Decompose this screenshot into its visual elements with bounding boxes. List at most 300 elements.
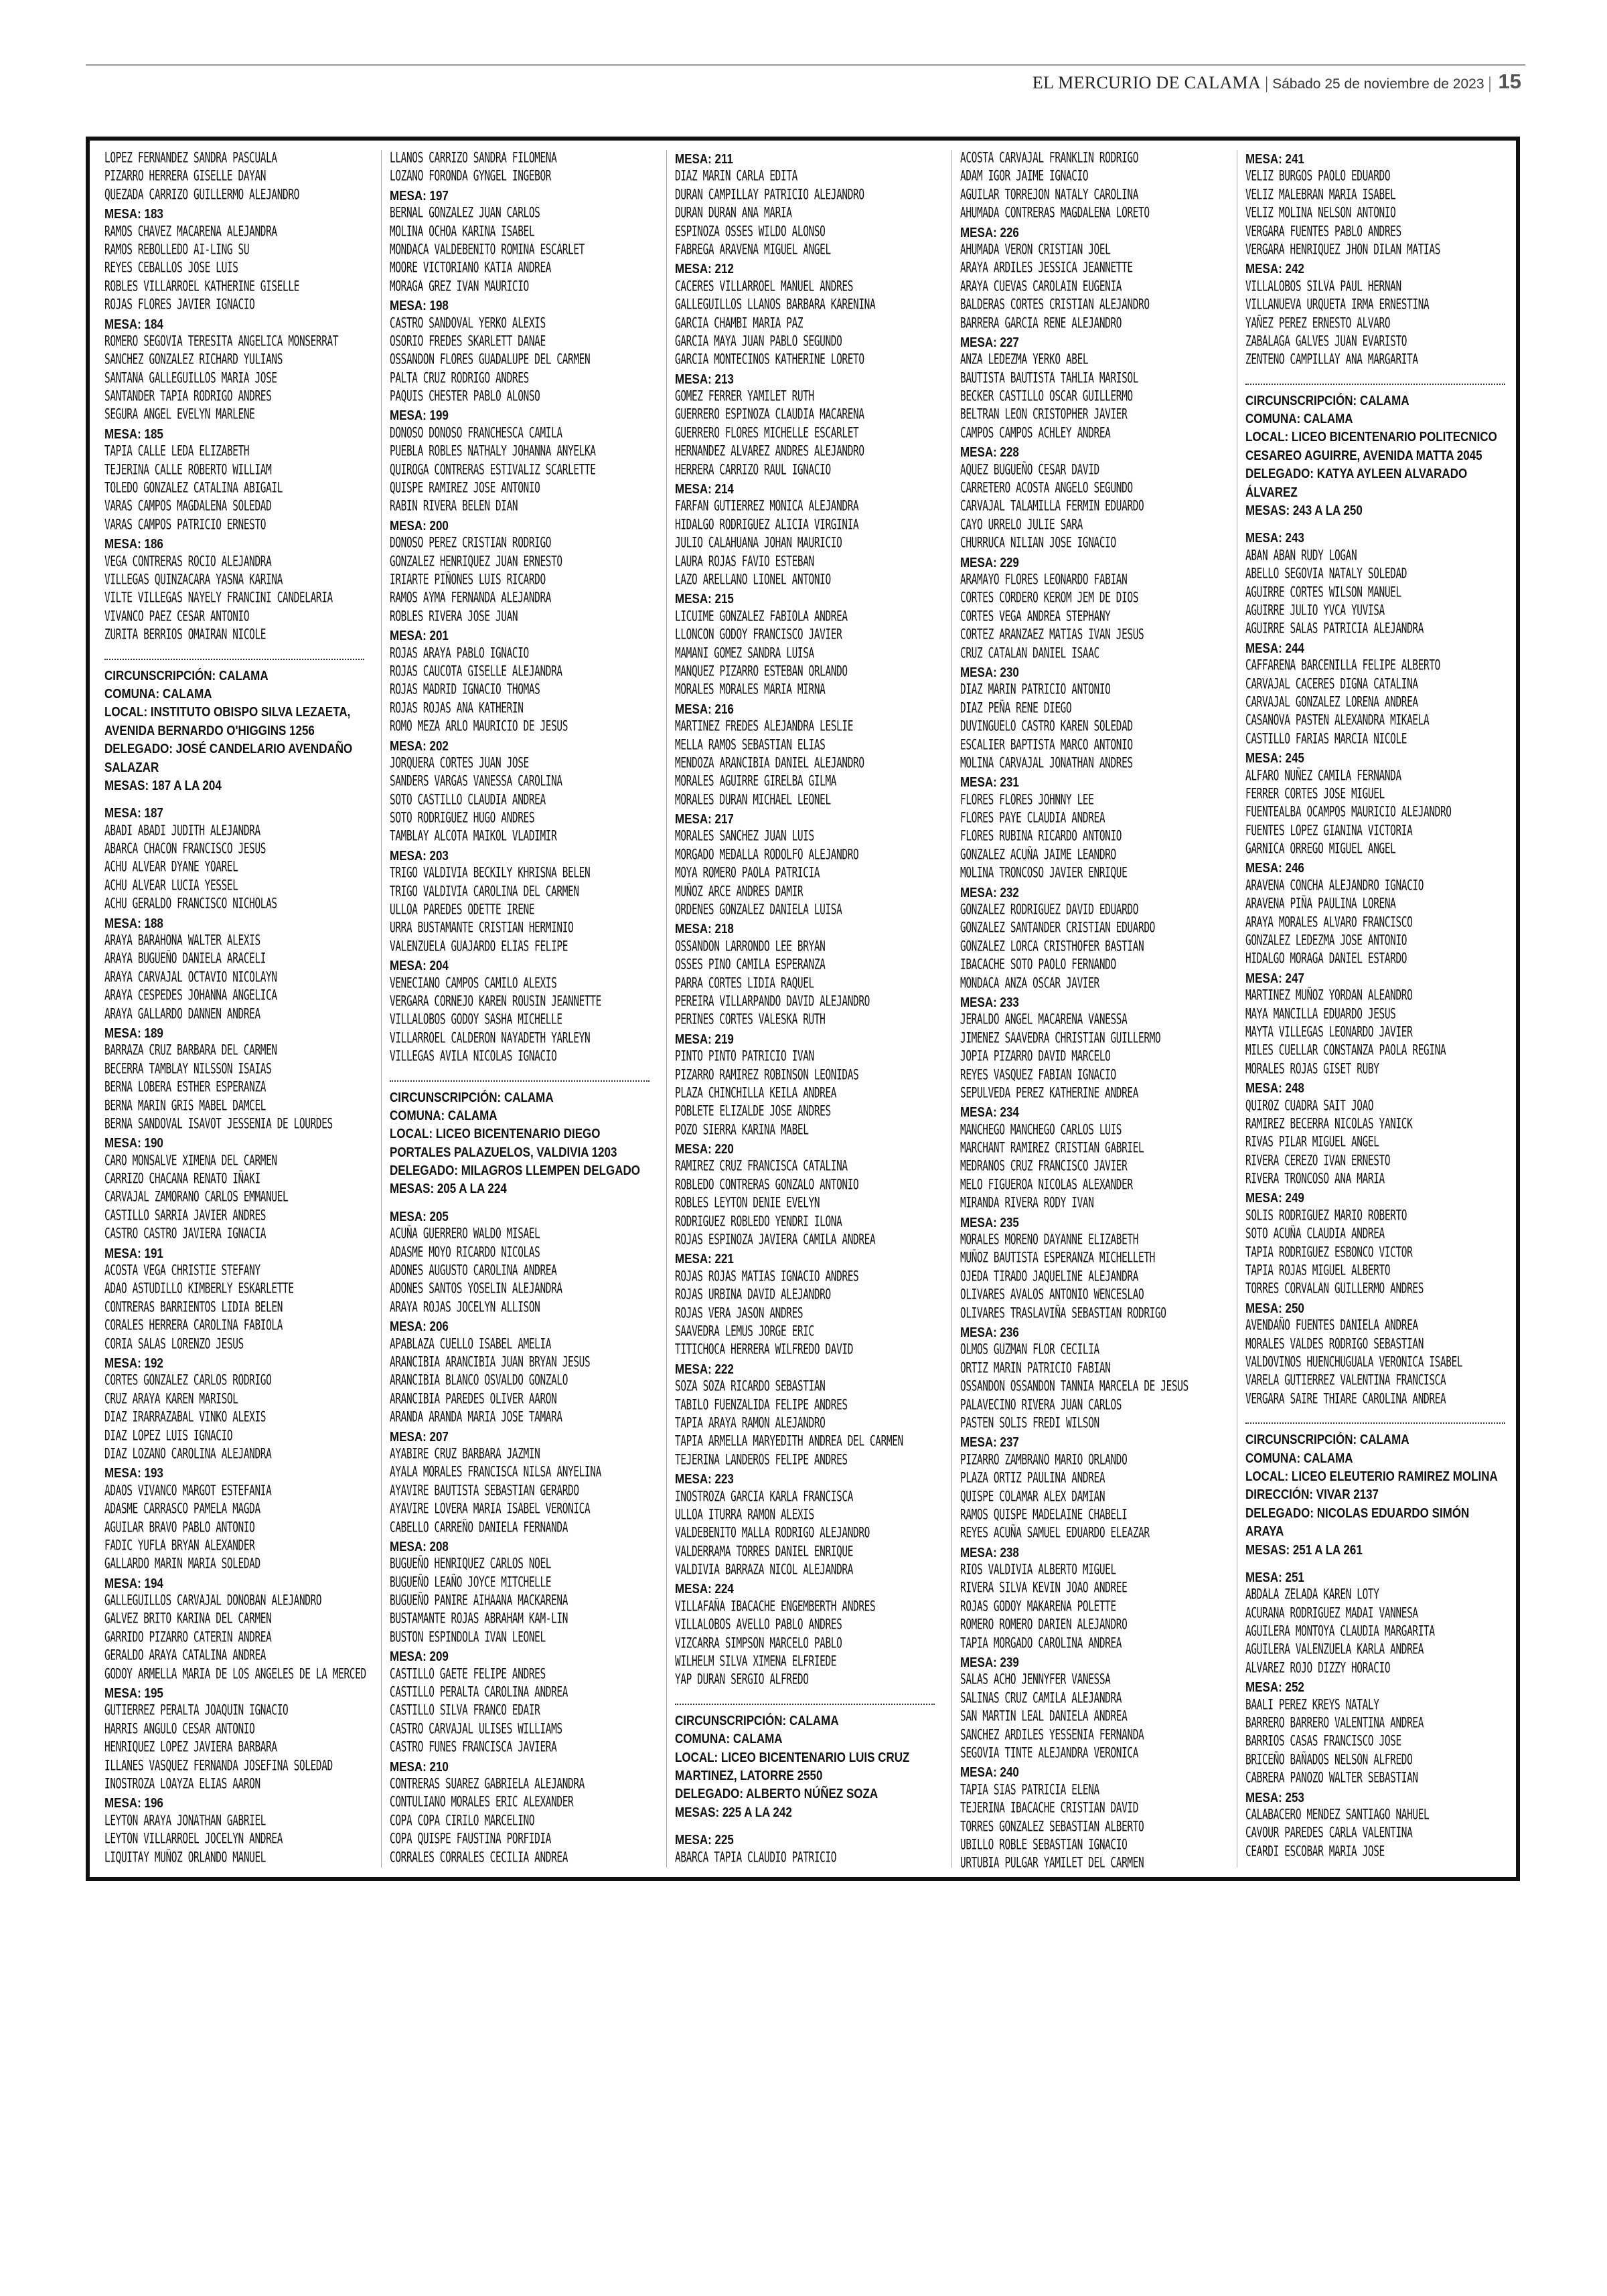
table-number-heading: MESA: 219 (675, 1032, 734, 1047)
table-number-heading: MESA: 210 (390, 1758, 449, 1775)
polling-place-info: LOCAL: LICEO BICENTENARIO DIEGO (390, 1126, 601, 1141)
voter-name: MORAGA GREZ IVAN MAURICIO (390, 278, 529, 295)
voter-name: SOTO CASTILLO CLAUDIA ANDREA (390, 792, 546, 808)
voter-name: AGUILAR TORREJON NATALY CAROLINA (960, 187, 1139, 203)
voter-name: BUGUEÑO HENRIQUEZ CARLOS NOEL (390, 1556, 552, 1572)
column-divider (951, 150, 952, 1868)
table-number-heading: MESA: 247 (1245, 971, 1304, 986)
voter-name: VALDIVIA BARRAZA NICOL ALEJANDRA (675, 1562, 854, 1578)
voter-name: CACERES VILLARROEL MANUEL ANDRES (675, 278, 854, 295)
voter-name: ROJAS ESPINOZA JAVIERA CAMILA ANDREA (675, 1232, 876, 1248)
voter-name: MEDRANOS CRUZ FRANCISCO JAVIER (960, 1159, 1128, 1175)
voter-name: FERRER CORTES JOSE MIGUEL (1245, 786, 1385, 803)
polling-place-info: DELEGADO: ALBERTO NÚÑEZ SOZA (675, 1786, 878, 1802)
voter-name: REYES VASQUEZ FABIAN IGNACIO (960, 1067, 1116, 1083)
voter-name: BUGUEÑO PANIRE AIHAANA MACKARENA (390, 1593, 568, 1609)
voter-name: MOYA ROMERO PAOLA PATRICIA (675, 866, 820, 882)
voter-name: QUISPE RAMIREZ JOSE ANTONIO (390, 481, 540, 497)
voter-name: GUERRERO FLORES MICHELLE ESCARLET (675, 425, 859, 442)
polling-place-info: AVENIDA BERNARDO O'HIGGINS 1256 (104, 722, 315, 738)
table-number-heading: MESA: 226 (960, 224, 1019, 240)
voter-name: PAQUIS CHESTER PABLO ALONSO (390, 389, 540, 405)
voter-name: ALVAREZ ROJO DIZZY HORACIO (1245, 1660, 1391, 1677)
voter-name: ARANCIBIA BLANCO OSVALDO GONZALO (390, 1373, 568, 1389)
voter-name: BECKER CASTILLO OSCAR GUILLERMO (960, 389, 1133, 405)
voter-name: DONOSO PEREZ CRISTIAN RODRIGO (390, 536, 552, 552)
voter-name: GONZALEZ ACUÑA JAIME LEANDRO (960, 847, 1116, 864)
table-number-heading: MESA: 203 (390, 848, 449, 864)
voter-name: VERGARA SAIRE THIARE CAROLINA ANDREA (1245, 1391, 1446, 1408)
voter-name: PALAVECINO RIVERA JUAN CARLOS (960, 1397, 1122, 1413)
voter-name: INOSTROZA GARCIA KARLA FRANCISCA (675, 1489, 854, 1505)
voter-name: GALLEGUILLOS CARVAJAL DONOBAN ALEJANDRO (104, 1593, 322, 1609)
voter-name: OLMOS GUZMAN FLOR CECILIA (960, 1342, 1099, 1358)
listing-column (960, 150, 1227, 1874)
newspaper-name: EL MERCURIO DE CALAMA (1032, 73, 1261, 92)
voter-name: MENDOZA ARANCIBIA DANIEL ALEJANDRO (675, 755, 864, 772)
voter-name: CABELLO CARREÑO DANIELA FERNANDA (390, 1520, 568, 1536)
polling-place-info: CIRCUNSCRIPCIÓN: CALAMA (390, 1089, 554, 1105)
voter-name: INOSTROZA LOAYZA ELIAS AARON (104, 1777, 260, 1793)
voter-name: BUSTON ESPINDOLA IVAN LEONEL (390, 1629, 546, 1646)
table-number-heading: MESA: 183 (104, 206, 163, 222)
voter-name: ZURITA BERRIOS OMAIRAN NICOLE (104, 627, 266, 643)
polling-place-info: LOCAL: LICEO BICENTENARIO POLITECNICO (1245, 429, 1497, 445)
voter-name: VILLAFAÑA IBACACHE ENGEMBERTH ANDRES (675, 1598, 876, 1615)
table-number-heading: MESA: 202 (390, 738, 449, 754)
dotted-separator (390, 1071, 649, 1082)
voter-name: AGUILERA MONTOYA CLAUDIA MARGARITA (1245, 1624, 1435, 1640)
voter-name: COPA COPA CIRILO MARCELINO (390, 1813, 535, 1829)
voter-name: ROJAS ARAYA PABLO IGNACIO (390, 645, 529, 661)
voter-name: AYAVIRE LOVERA MARIA ISABEL VERONICA (390, 1501, 591, 1518)
voter-name: ARAMAYO FLORES LEONARDO FABIAN (960, 572, 1128, 588)
voter-name: ZENTENO CAMPILLAY ANA MARGARITA (1245, 352, 1418, 368)
issue-date: Sábado 25 de noviembre de 2023 (1272, 76, 1484, 92)
voter-name: TAMBLAY ALCOTA MAIKOL VLADIMIR (390, 829, 557, 845)
table-number-heading: MESAS: 205 A LA 224 (390, 1181, 507, 1197)
voter-name: LLANOS CARRIZO SANDRA FILOMENA (390, 151, 557, 167)
voter-name: FUENTES LOPEZ GIANINA VICTORIA (1245, 823, 1413, 839)
voter-name: TAPIA RODRIGUEZ ESBONCO VICTOR (1245, 1244, 1413, 1260)
voter-name: GOMEZ FERRER YAMILET RUTH (675, 389, 814, 405)
polling-place-info: DELEGADO: JOSÉ CANDELARIO AVENDAÑO (104, 741, 353, 756)
voter-name: HIDALGO MORAGA DANIEL ESTARDO (1245, 951, 1407, 967)
voter-name: SANCHEZ GONZALEZ RICHARD YULIANS (104, 352, 283, 368)
voter-name: GUTIERREZ PERALTA JOAQUIN IGNACIO (104, 1703, 289, 1719)
column-divider (381, 150, 382, 1868)
table-number-heading: MESA: 211 (675, 151, 733, 167)
voter-name: MELO FIGUEROA NICOLAS ALEXANDER (960, 1177, 1133, 1194)
voter-name: ROMO MEZA ARLO MAURICIO DE JESUS (390, 719, 568, 735)
voter-name: HARRIS ANGULO CESAR ANTONIO (104, 1721, 255, 1738)
voter-name: ARAYA CUEVAS CAROLAIN EUGENIA (960, 278, 1122, 295)
voter-name: MORALES DURAN MICHAEL LEONEL (675, 792, 831, 808)
voter-name: BERNA MARIN GRIS MABEL DAMCEL (104, 1098, 266, 1114)
voter-name: GARCIA MAYA JUAN PABLO SEGUNDO (675, 333, 842, 350)
voter-name: PIZARRO RAMIREZ ROBINSON LEONIDAS (675, 1067, 859, 1083)
voter-name: DIAZ IRARRAZABAL VINKO ALEXIS (104, 1410, 266, 1426)
voter-name: CORTES CORDERO KEROM JEM DE DIOS (960, 590, 1139, 606)
voter-name: CHURRUCA NILIAN JOSE IGNACIO (960, 536, 1116, 552)
polling-place-info: COMUNA: CALAMA (104, 686, 212, 702)
voter-name: VIVANCO PAEZ CESAR ANTONIO (104, 608, 250, 625)
voter-name: VALDERRAMA TORRES DANIEL ENRIQUE (675, 1544, 854, 1560)
voter-name: ACHU GERALDO FRANCISCO NICHOLAS (104, 896, 277, 912)
voter-name: ROJAS VERA JASON ANDRES (675, 1305, 804, 1321)
voter-name: TEJERINA CALLE ROBERTO WILLIAM (104, 462, 272, 478)
voter-name: CORRALES CORRALES CECILIA ANDREA (390, 1850, 568, 1866)
table-number-heading: MESA: 206 (390, 1319, 449, 1334)
voter-name: TAPIA MORGADO CAROLINA ANDREA (960, 1635, 1122, 1651)
voter-name: ORTIZ MARIN PATRICIO FABIAN (960, 1360, 1111, 1377)
voter-name: SANDERS VARGAS VANESSA CAROLINA (390, 774, 562, 790)
voter-name: MONDACA ANZA OSCAR JAVIER (960, 975, 1099, 991)
table-number-heading: MESA: 201 (390, 628, 449, 643)
table-number-heading: MESA: 236 (960, 1325, 1019, 1340)
table-number-heading: MESAS: 225 A LA 242 (675, 1805, 792, 1820)
voter-name: REYES ACUÑA SAMUEL EDUARDO ELEAZAR (960, 1526, 1150, 1542)
voter-name: CARVAJAL TALAMILLA FERMIN EDUARDO (960, 499, 1144, 515)
voter-name: GALVEZ BRITO KARINA DEL CARMEN (104, 1611, 272, 1627)
table-number-heading: MESA: 188 (104, 915, 163, 931)
voter-name: COPA QUISPE FAUSTINA PORFIDIA (390, 1831, 552, 1848)
voter-name: OSSANDON FLORES GUADALUPE DEL CARMEN (390, 352, 591, 368)
table-number-heading: MESAS: 251 A LA 261 (1245, 1542, 1363, 1558)
voter-name: CASTRO CASTRO JAVIERA IGNACIA (104, 1226, 266, 1242)
polling-place-info: CIRCUNSCRIPCIÓN: CALAMA (1245, 1432, 1409, 1447)
voter-name: QUIROGA CONTRERAS ESTIVALIZ SCARLETTE (390, 462, 596, 478)
voter-name: OSSANDON LARRONDO LEE BRYAN (675, 938, 826, 955)
voter-name: MAMANI GOMEZ SANDRA LUISA (675, 645, 814, 661)
voter-name: CAYO URRELO JULIE SARA (960, 517, 1083, 534)
listing-column (104, 150, 371, 1868)
polling-place-info: PORTALES PALAZUELOS, VALDIVIA 1203 (390, 1144, 617, 1160)
table-number-heading: MESA: 242 (1245, 261, 1304, 277)
voter-name: FABREGA ARAVENA MIGUEL ANGEL (675, 242, 831, 258)
voter-name: ARAYA GALLARDO DANNEN ANDREA (104, 1006, 260, 1022)
voter-name: VARAS CAMPOS PATRICIO ERNESTO (104, 517, 266, 534)
voter-name: SALAS ACHO JENNYFER VANESSA (960, 1672, 1111, 1688)
voter-name: ROBLEDO CONTRERAS GONZALO ANTONIO (675, 1177, 859, 1194)
voter-name: AGUILERA VALENZUELA KARLA ANDREA (1245, 1642, 1424, 1658)
voter-name: ARAYA CARVAJAL OCTAVIO NICOLAYN (104, 969, 277, 986)
voter-name: GALLARDO MARIN MARIA SOLEDAD (104, 1556, 260, 1572)
electoral-listing-box (86, 137, 1520, 1881)
voter-name: BARRIOS CASAS FRANCISCO JOSE (1245, 1734, 1401, 1750)
voter-name: MANQUEZ PIZARRO ESTEBAN ORLANDO (675, 664, 848, 680)
voter-name: RIVERA CEREZO IVAN ERNESTO (1245, 1153, 1391, 1169)
listing-column (675, 150, 941, 1868)
voter-name: ARAYA BUGUEÑO DANIELA ARACELI (104, 951, 266, 967)
table-number-heading: MESA: 222 (675, 1362, 734, 1377)
voter-name: GONZALEZ SANTANDER CRISTIAN EDUARDO (960, 920, 1155, 936)
voter-name: TRIGO VALDIVIA BECKILY KHRISNA BELEN (390, 866, 591, 882)
voter-name: CAFFARENA BARCENILLA FELIPE ALBERTO (1245, 658, 1440, 674)
voter-name: CARVAJAL GONZALEZ LORENA ANDREA (1245, 695, 1418, 711)
voter-name: VERGARA FUENTES PABLO ANDRES (1245, 224, 1401, 240)
voter-name: IRIARTE PIÑONES LUIS RICARDO (390, 572, 546, 588)
table-number-heading: MESAS: 187 A LA 204 (104, 778, 222, 793)
voter-name: BRICEÑO BAÑADOS NELSON ALFREDO (1245, 1752, 1413, 1769)
voter-name: GERALDO ARAYA CATALINA ANDREA (104, 1648, 266, 1664)
voter-name: DIAZ PEÑA RENE DIEGO (960, 700, 1072, 717)
voter-name: ROJAS FLORES JAVIER IGNACIO (104, 297, 255, 313)
voter-name: VENECIANO CAMPOS CAMILO ALEXIS (390, 975, 557, 991)
voter-name: TOLEDO GONZALEZ CATALINA ABIGAIL (104, 481, 283, 497)
voter-name: FUENTEALBA OCAMPOS MAURICIO ALEJANDRO (1245, 805, 1452, 821)
voter-name: TAPIA CALLE LEDA ELIZABETH (104, 444, 250, 460)
voter-name: VIZCARRA SIMPSON MARCELO PABLO (675, 1635, 842, 1651)
voter-name: DIAZ MARIN PATRICIO ANTONIO (960, 682, 1111, 698)
voter-name: HERRERA CARRIZO RAUL IGNACIO (675, 462, 831, 478)
voter-name: APABLAZA CUELLO ISABEL AMELIA (390, 1336, 552, 1352)
table-number-heading: MESA: 225 (675, 1832, 734, 1848)
voter-name: POBLETE ELIZALDE JOSE ANDRES (675, 1104, 831, 1120)
voter-name: ULLOA ITURRA RAMON ALEXIS (675, 1507, 814, 1524)
voter-name: SANTANDER TAPIA RODRIGO ANDRES (104, 389, 272, 405)
voter-name: TABILO FUENZALIDA FELIPE ANDRES (675, 1397, 848, 1413)
voter-name: VALDOVINOS HUENCHUGUALA VERONICA ISABEL (1245, 1355, 1463, 1371)
table-number-heading: MESA: 185 (104, 426, 163, 442)
table-number-heading: MESA: 227 (960, 335, 1019, 350)
table-number-heading: MESA: 200 (390, 518, 449, 534)
voter-name: ABARCA CHACON FRANCISCO JESUS (104, 841, 266, 857)
voter-name: BERNAL GONZALEZ JUAN CARLOS (390, 206, 540, 222)
voter-name: DURAN DURAN ANA MARIA (675, 206, 792, 222)
voter-name: CONTULIANO MORALES ERIC ALEXANDER (390, 1795, 574, 1811)
voter-name: BARRERO BARRERO VALENTINA ANDREA (1245, 1716, 1424, 1732)
voter-name: ADASME MOYO RICARDO NICOLAS (390, 1244, 540, 1260)
masthead-separator: | (1488, 74, 1492, 92)
voter-name: FARFAN GUTIERREZ MONICA ALEJANDRA (675, 499, 859, 515)
voter-name: CORTEZ ARANZAEZ MATIAS IVAN JESUS (960, 627, 1144, 643)
voter-name: CORIA SALAS LORENZO JESUS (104, 1336, 244, 1352)
voter-name: TAPIA ARAYA RAMON ALEJANDRO (675, 1416, 826, 1432)
table-number-heading: MESA: 187 (104, 805, 163, 821)
voter-name: PLAZA ORTIZ PAULINA ANDREA (960, 1471, 1105, 1487)
polling-place-info: CIRCUNSCRIPCIÓN: CALAMA (675, 1713, 839, 1728)
voter-name: ARANCIBIA ARANCIBIA JUAN BRYAN JESUS (390, 1355, 591, 1371)
table-number-heading: MESA: 208 (390, 1539, 449, 1554)
voter-name: CASTRO FUNES FRANCISCA JAVIERA (390, 1740, 557, 1756)
voter-name: ACHU ALVEAR DYANE YOAREL (104, 859, 238, 876)
voter-name: LICUIME GONZALEZ FABIOLA ANDREA (675, 608, 848, 625)
voter-name: JULIO CALAHUANA JOHAN MAURICIO (675, 536, 842, 552)
voter-name: ACOSTA CARVAJAL FRANKLIN RODRIGO (960, 151, 1139, 167)
voter-name: BELTRAN LEON CRISTOPHER JAVIER (960, 407, 1128, 423)
table-number-heading: MESA: 244 (1245, 641, 1304, 656)
voter-name: VERGARA CORNEJO KAREN ROUSIN JEANNETTE (390, 994, 601, 1010)
voter-name: UBILLO ROBLE SEBASTIAN IGNACIO (960, 1837, 1128, 1854)
table-number-heading: MESA: 241 (1245, 151, 1304, 167)
table-number-heading: MESA: 240 (960, 1765, 1019, 1781)
voter-name: SEGURA ANGEL EVELYN MARLENE (104, 407, 255, 423)
voter-name: MIRANDA RIVERA RODY IVAN (960, 1196, 1094, 1212)
voter-name: MAYA MANCILLA EDUARDO JESUS (1245, 1006, 1396, 1022)
polling-place-info: CIRCUNSCRIPCIÓN: CALAMA (104, 667, 269, 683)
voter-name: SANTANA GALLEGUILLOS MARIA JOSE (104, 370, 277, 386)
table-number-heading: MESA: 223 (675, 1471, 734, 1487)
voter-name: CAVOUR PAREDES CARLA VALENTINA (1245, 1825, 1413, 1841)
voter-name: VELIZ MALEBRAN MARIA ISABEL (1245, 187, 1396, 203)
polling-place-info: DELEGADO: NICOLAS EDUARDO SIMÓN (1245, 1505, 1470, 1521)
voter-name: CASTILLO GAETE FELIPE ANDRES (390, 1666, 546, 1682)
dotted-separator (1245, 374, 1505, 385)
voter-name: LOPEZ FERNANDEZ SANDRA PASCUALA (104, 151, 277, 167)
voter-name: RAMOS CHAVEZ MACARENA ALEJANDRA (104, 224, 277, 240)
voter-name: MORALES VALDES RODRIGO SEBASTIAN (1245, 1336, 1424, 1352)
voter-name: BECERRA TAMBLAY NILSSON ISAIAS (104, 1061, 272, 1078)
voter-name: LEYTON ARAYA JONATHAN GABRIEL (104, 1813, 266, 1829)
voter-name: MARTINEZ MUÑOZ YORDAN ALEANDRO (1245, 988, 1413, 1004)
voter-name: JERALDO ANGEL MACARENA VANESSA (960, 1012, 1128, 1028)
voter-name: ABELLO SEGOVIA NATALY SOLEDAD (1245, 566, 1407, 582)
voter-name: MAYTA VILLEGAS LEONARDO JAVIER (1245, 1025, 1413, 1041)
masthead-separator: | (1265, 74, 1269, 92)
table-number-heading: MESA: 214 (675, 481, 734, 497)
voter-name: VILLALOBOS GODOY SASHA MICHELLE (390, 1012, 562, 1028)
voter-name: MOLINA OCHOA KARINA ISABEL (390, 224, 535, 240)
column-divider (666, 150, 667, 1868)
voter-name: ADAOS VIVANCO MARGOT ESTEFANIA (104, 1483, 272, 1499)
dotted-separator (1245, 1413, 1505, 1424)
voter-name: CARRIZO CHACANA RENATO IÑAKI (104, 1171, 260, 1187)
voter-name: CRUZ ARAYA KAREN MARISOL (104, 1391, 238, 1408)
voter-name: LEYTON VILLARROEL JOCELYN ANDREA (104, 1831, 283, 1848)
voter-name: CORALES HERRERA CAROLINA FABIOLA (104, 1318, 283, 1334)
voter-name: PALTA CRUZ RODRIGO ANDRES (390, 370, 529, 386)
voter-name: VILLARROEL CALDERON NAYADETH YARLEYN (390, 1030, 591, 1047)
voter-name: ADONES SANTOS YOSELIN ALEJANDRA (390, 1281, 562, 1297)
voter-name: ARAYA CESPEDES JOHANNA ANGELICA (104, 988, 277, 1004)
voter-name: PIZARRO HERRERA GISELLE DAYAN (104, 169, 266, 185)
table-number-heading: MESA: 209 (390, 1649, 449, 1664)
voter-name: PIZARRO ZAMBRANO MARIO ORLANDO (960, 1452, 1128, 1469)
page-number: 15 (1498, 70, 1521, 93)
voter-name: ACURANA RODRIGUEZ MADAI VANNESA (1245, 1605, 1418, 1621)
voter-name: ADAM IGOR JAIME IGNACIO (960, 169, 1089, 185)
voter-name: TEJERINA IBACACHE CRISTIAN DAVID (960, 1801, 1139, 1817)
voter-name: LAURA ROJAS FAVIO ESTEBAN (675, 554, 814, 570)
voter-name: ABARCA TAPIA CLAUDIO PATRICIO (675, 1850, 837, 1866)
voter-name: ARAYA MORALES ALVARO FRANCISCO (1245, 914, 1413, 930)
voter-name: CRUZ CATALAN DANIEL ISAAC (960, 645, 1099, 661)
voter-name: ACHU ALVEAR LUCIA YESSEL (104, 878, 238, 894)
voter-name: CARVAJAL CACERES DIGNA CATALINA (1245, 676, 1418, 692)
voter-name: SALINAS CRUZ CAMILA ALEJANDRA (960, 1690, 1122, 1707)
table-number-heading: MESA: 207 (390, 1428, 449, 1445)
voter-name: VILLALOBOS AVELLO PABLO ANDRES (675, 1617, 842, 1633)
voter-name: VILLEGAS AVILA NICOLAS IGNACIO (390, 1049, 557, 1065)
voter-name: LIQUITAY MUÑOZ ORLANDO MANUEL (104, 1850, 266, 1866)
polling-place-info: COMUNA: CALAMA (675, 1731, 783, 1746)
voter-name: AHUMADA CONTRERAS MAGDALENA LORETO (960, 206, 1150, 222)
voter-name: ADASME CARRASCO PAMELA MAGDA (104, 1501, 260, 1518)
voter-name: FADIC YUFLA BRYAN ALEXANDER (104, 1538, 255, 1554)
table-number-heading: MESA: 192 (104, 1356, 163, 1371)
voter-name: AHUMADA VERON CRISTIAN JOEL (960, 242, 1111, 258)
voter-name: GODOY ARMELLA MARIA DE LOS ANGELES DE LA MERCED (104, 1666, 366, 1682)
voter-name: GARNICA ORREGO MIGUEL ANGEL (1245, 841, 1396, 857)
voter-name: MARTINEZ FREDES ALEJANDRA LESLIE (675, 719, 854, 735)
voter-name: ESPINOZA OSSES WILDO ALONSO (675, 224, 826, 240)
voter-name: CAMPOS CAMPOS ACHLEY ANDREA (960, 425, 1111, 442)
voter-name: BALDERAS CORTES CRISTIAN ALEJANDRO (960, 297, 1150, 313)
voter-name: ARAVENA CONCHA ALEJANDRO IGNACIO (1245, 878, 1424, 894)
voter-name: RIVERA TRONCOSO ANA MARIA (1245, 1171, 1385, 1187)
voter-name: TAPIA SIAS PATRICIA ELENA (960, 1782, 1099, 1799)
voter-name: REYES CEBALLOS JOSE LUIS (104, 260, 238, 276)
voter-name: ROJAS URBINA DAVID ALEJANDRO (675, 1287, 831, 1303)
voter-name: ROJAS ROJAS ANA KATHERIN (390, 700, 524, 717)
voter-name: OLIVARES TRASLAVIÑA SEBASTIAN RODRIGO (960, 1305, 1166, 1321)
voter-name: ALFARO NUÑEZ CAMILA FERNANDA (1245, 768, 1401, 784)
voter-name: OLIVARES AVALOS ANTONIO WENCESLAO (960, 1287, 1144, 1303)
voter-name: RIOS VALDIVIA ALBERTO MIGUEL (960, 1562, 1116, 1578)
voter-name: RABIN RIVERA BELEN DIAN (390, 499, 518, 515)
voter-name: RAMIREZ CRUZ FRANCISCA CATALINA (675, 1159, 848, 1175)
voter-name: LOZANO FORONDA GYNGEL INGEBOR (390, 169, 552, 185)
voter-name: CALABACERO MENDEZ SANTIAGO NAHUEL (1245, 1807, 1430, 1823)
voter-name: ROJAS CAUCOTA GISELLE ALEJANDRA (390, 664, 562, 680)
voter-name: MARCHANT RAMIREZ CRISTIAN GABRIEL (960, 1141, 1144, 1157)
voter-name: AGUIRRE SALAS PATRICIA ALEJANDRA (1245, 621, 1424, 637)
voter-name: CARVAJAL ZAMORANO CARLOS EMMANUEL (104, 1190, 289, 1206)
voter-name: VARAS CAMPOS MAGDALENA SOLEDAD (104, 499, 272, 515)
table-number-heading: MESA: 194 (104, 1575, 163, 1591)
table-number-heading: MESA: 218 (675, 921, 734, 937)
table-number-heading: MESA: 232 (960, 884, 1019, 900)
voter-name: POZO SIERRA KARINA MABEL (675, 1122, 809, 1138)
voter-name: SAN MARTIN LEAL DANIELA ANDREA (960, 1709, 1128, 1725)
voter-name: MORALES MORALES MARIA MIRNA (675, 682, 826, 698)
voter-name: RIVERA SILVA KEVIN JOAO ANDREE (960, 1580, 1128, 1596)
voter-name: SOZA SOZA RICARDO SEBASTIAN (675, 1379, 826, 1395)
voter-name: AGUIRRE CORTES WILSON MANUEL (1245, 584, 1401, 600)
voter-name: ORDENES GONZALEZ DANIELA LUISA (675, 902, 842, 918)
voter-name: BAALI PEREZ KREYS NATALY (1245, 1697, 1379, 1713)
voter-name: JOPIA PIZARRO DAVID MARCELO (960, 1049, 1111, 1065)
voter-name: ANZA LEDEZMA YERKO ABEL (960, 352, 1089, 368)
voter-name: WILHELM SILVA XIMENA ELFRIEDE (675, 1654, 837, 1670)
voter-name: AGUILAR BRAVO PABLO ANTONIO (104, 1520, 255, 1536)
voter-name: IBACACHE SOTO PAOLO FERNANDO (960, 957, 1116, 973)
voter-name: ROBLES VILLARROEL KATHERINE GISELLE (104, 278, 299, 295)
voter-name: QUISPE COLAMAR ALEX DAMIAN (960, 1489, 1105, 1505)
voter-name: RAMOS REBOLLEDO AI-LING SU (104, 242, 250, 258)
polling-place-info: DELEGADO: KATYA AYLEEN ALVARADO (1245, 466, 1468, 481)
voter-name: ARAVENA PIÑA PAULINA LORENA (1245, 896, 1396, 912)
table-number-heading: MESA: 229 (960, 554, 1019, 570)
voter-name: TAPIA ROJAS MIGUEL ALBERTO (1245, 1263, 1391, 1279)
voter-name: ROJAS ROJAS MATIAS IGNACIO ANDRES (675, 1268, 859, 1285)
voter-name: CARO MONSALVE XIMENA DEL CARMEN (104, 1153, 277, 1169)
voter-name: OJEDA TIRADO JAQUELINE ALEJANDRA (960, 1268, 1139, 1285)
table-number-heading: MESAS: 243 A LA 250 (1245, 503, 1363, 518)
table-number-heading: MESA: 221 (675, 1251, 734, 1267)
voter-name: VERGARA HENRIQUEZ JHON DILAN MATIAS (1245, 242, 1440, 258)
voter-name: AVENDAÑO FUENTES DANIELA ANDREA (1245, 1318, 1418, 1334)
voter-name: HERNANDEZ ALVAREZ ANDRES ALEJANDRO (675, 444, 864, 460)
voter-name: SANCHEZ ARDILES YESSENIA FERNANDA (960, 1727, 1144, 1743)
table-number-heading: MESA: 234 (960, 1104, 1019, 1120)
voter-name: ESCALIER BAPTISTA MARCO ANTONIO (960, 737, 1133, 753)
table-number-heading: MESA: 205 (390, 1209, 449, 1224)
listing-column (390, 150, 656, 1868)
voter-name: RODRIGUEZ ROBLEDO YENDRI ILONA (675, 1214, 842, 1230)
voter-name: ARAYA ROJAS JOCELYN ALLISON (390, 1299, 540, 1316)
